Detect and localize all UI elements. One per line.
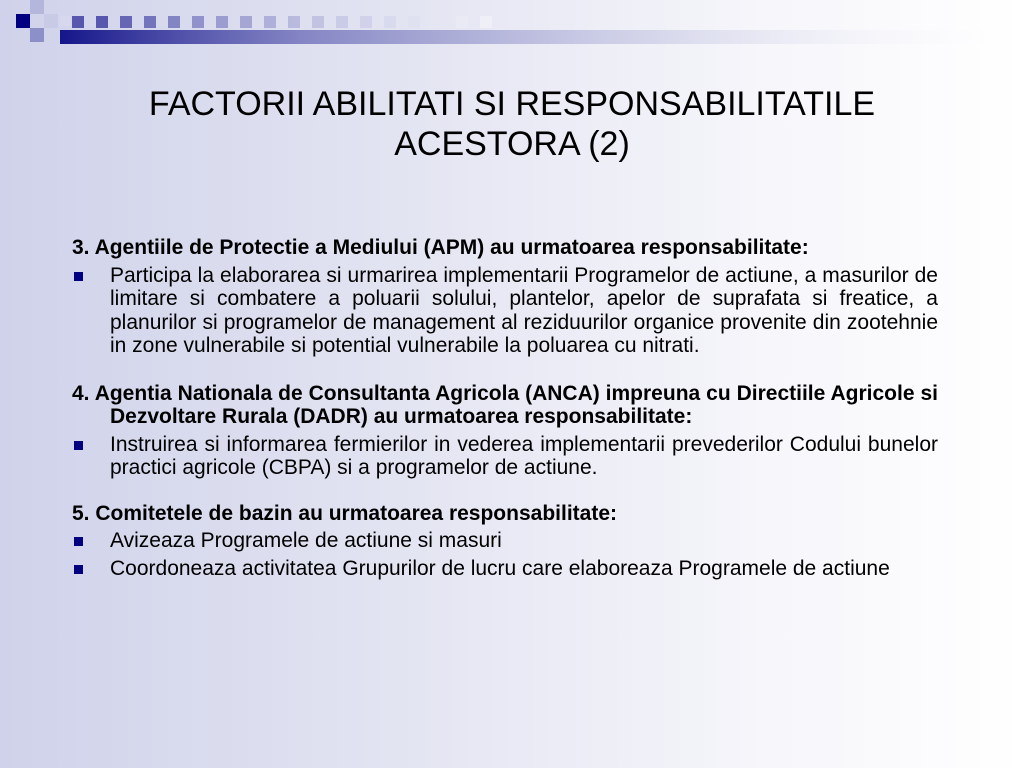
deco-square-dark: [16, 14, 30, 28]
square-bullet-icon: [74, 565, 83, 574]
slide-title: FACTORII ABILITATI SI RESPONSABILITATILE ACESTORA (2): [148, 85, 876, 163]
section-heading-comitete: 5. Comitetele de bazin au urmatoarea responsabilitate:: [72, 501, 617, 525]
bullet-list-anca: [72, 433, 938, 480]
list-item: [72, 264, 938, 358]
square-bullet-icon: [74, 272, 83, 281]
deco-square-pale: [44, 14, 58, 28]
slide-body: [72, 236, 938, 580]
section-heading-apm: 3. Agentiile de Protectie a Mediului (APM) au urmatoarea responsabilitate:: [72, 236, 809, 259]
list-item: [72, 557, 938, 581]
bullet-text: Coordoneaza activitatea Grupurilor de lucru care elaboreaza Programele de actiune: [110, 556, 890, 580]
deco-band: [60, 30, 1024, 44]
bullet-text: Instruirea si informarea fermierilor in vederea implementarii prevederilor Codului bunelor practici agricole (CBPA) si a programelor de actiune.: [110, 432, 938, 479]
bullet-list-apm: [72, 264, 938, 358]
deco-checker-row: [72, 16, 492, 28]
square-bullet-icon: [74, 441, 83, 450]
header-decoration: [0, 0, 1024, 60]
list-item: [72, 529, 938, 553]
bullet-text: Participa la elaborarea si urmarirea implementarii Programelor de actiune, a masurilor de limitare si combatere a poluarii solului, plantelor, apelor de suprafata si freatice, a planurilor si programelor de management al reziduurilor organice provenite din zootehnie in zone vulnerabile si potential vulnerabile la poluarea cu nitrati.: [110, 263, 938, 357]
bullet-list-comitete: [72, 529, 938, 580]
bullet-text: Avizeaza Programele de actiune si masuri: [110, 529, 502, 552]
list-item: [72, 433, 938, 480]
deco-square-small: [60, 16, 70, 26]
square-bullet-icon: [74, 537, 83, 546]
deco-square-mid: [30, 28, 44, 42]
section-heading-anca: 4. Agentia Nationala de Consultanta Agricola (ANCA) impreuna cu Directiile Agricole si Dezvoltare Rurala (DADR) au urmatoarea responsabilitate:: [72, 381, 938, 428]
deco-square-light: [30, 0, 44, 14]
